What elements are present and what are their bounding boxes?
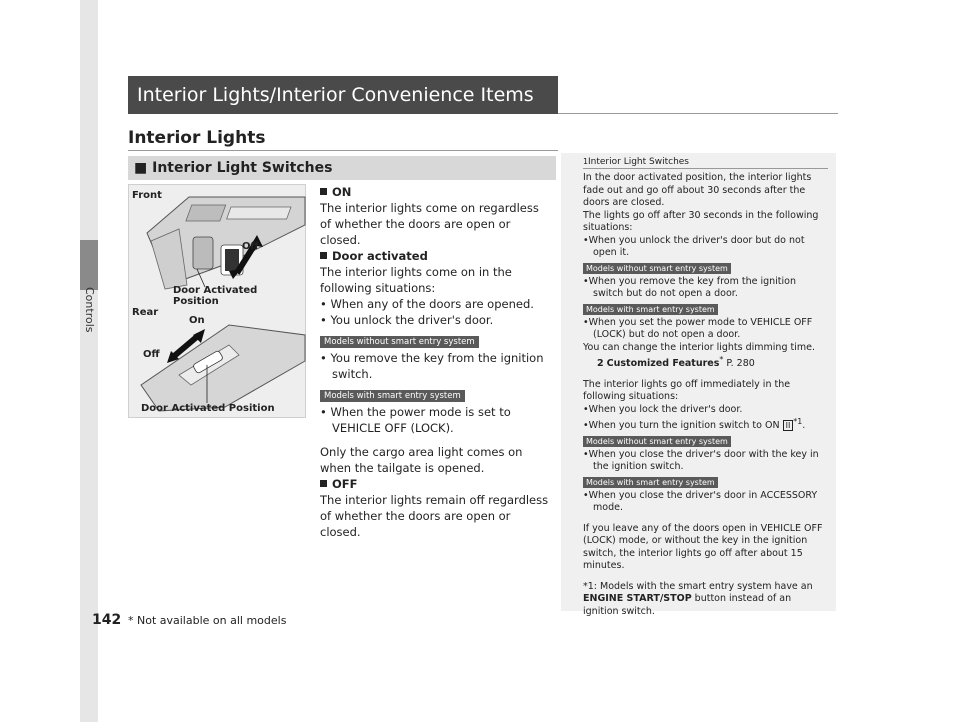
figure-label-front: Front bbox=[132, 190, 162, 201]
door-bullet-4: • When the power mode is set to VEHICLE OFF (LOCK). bbox=[320, 405, 511, 435]
heading-off: OFF bbox=[320, 476, 552, 492]
sidebar-footnote: *1: Models with the smart entry system have an ENGINE START/STOP button instead of an ignition switch. bbox=[583, 580, 813, 617]
door-bullet-1: • When any of the doors are opened. bbox=[320, 297, 534, 311]
sidebar-bullet-4: •When you lock the driver's door. bbox=[583, 403, 743, 415]
figure-label-door-position-top: Door Activated Position bbox=[173, 285, 258, 307]
chapter-tab-label: Controls bbox=[83, 287, 96, 333]
door-activated-description: The interior lights come on in the following situations: bbox=[320, 265, 512, 295]
sidebar-badge-1: Models without smart entry system bbox=[583, 263, 731, 274]
heading-door-activated: Door activated bbox=[320, 248, 552, 264]
door-bullet-3: • You remove the key from the ignition switch. bbox=[320, 351, 544, 381]
interior-light-figure bbox=[128, 184, 306, 418]
badge-without-smart-entry: Models without smart entry system bbox=[320, 336, 479, 348]
figure-label-door-position-bottom: Door Activated Position bbox=[141, 403, 275, 414]
sidebar-badge-4: Models with smart entry system bbox=[583, 477, 718, 488]
sidebar-p5: If you leave any of the doors open in VEHICLE OFF (LOCK) mode, or without the key in the ignition switch, the interior lights go off after about 15 minutes. bbox=[583, 522, 823, 572]
section-rule bbox=[128, 150, 558, 151]
sidebar-badge-2: Models with smart entry system bbox=[583, 304, 718, 315]
sidebar-heading-rule bbox=[583, 168, 828, 169]
sidebar-content bbox=[583, 172, 828, 618]
customized-features-link[interactable] bbox=[583, 354, 828, 371]
ignition-position-icon: II bbox=[783, 420, 794, 431]
page-footnote: * Not available on all models bbox=[128, 614, 287, 627]
chapter-tab-marker bbox=[80, 240, 98, 290]
title-rule bbox=[558, 113, 838, 114]
on-description: The interior lights come on regardless of whether the doors are open or closed. bbox=[320, 201, 539, 247]
sidebar-bullet-6: •When you close the driver's door with the key in the ignition switch. bbox=[583, 448, 819, 473]
sidebar-heading: Interior Light Switches bbox=[588, 157, 689, 167]
section-title: Interior Lights bbox=[128, 128, 266, 148]
sidebar-bullet-1: •When you unlock the driver's door but do not open it. bbox=[583, 234, 805, 258]
link-page: P. 280 bbox=[723, 358, 755, 370]
subsection-title bbox=[128, 156, 556, 180]
subsection-label: Interior Light Switches bbox=[152, 160, 333, 176]
link-star: * bbox=[719, 355, 724, 364]
figure-label-on: On bbox=[189, 315, 205, 326]
door-bullet-2: • You unlock the driver's door. bbox=[320, 313, 494, 327]
sidebar-p1: In the door activated position, the interior lights fade out and go off about 30 seconds after the doors are closed. bbox=[583, 172, 812, 208]
link-label: Customized Features bbox=[606, 358, 720, 370]
sidebar-p3: You can change the interior lights dimming time. bbox=[583, 341, 815, 353]
sidebar-bullet-7: •When you close the driver's door in ACCESSORY mode. bbox=[583, 489, 818, 514]
sidebar-bullet-5: •When you turn the ignition switch to ON II $^{*1}$. bbox=[583, 417, 806, 432]
sidebar-bullet-2: •When you remove the key from the ignition switch but do not open a door. bbox=[583, 275, 796, 299]
badge-with-smart-entry: Models with smart entry system bbox=[320, 390, 465, 402]
link-arrow-icon: 2 bbox=[597, 358, 604, 370]
sidebar-p2: The lights go off after 30 seconds in the following situations: bbox=[583, 209, 819, 233]
note-icon: 1 bbox=[583, 157, 589, 166]
off-description: The interior lights remain off regardless of whether the doors are open or closed. bbox=[320, 493, 549, 539]
page-title: Interior Lights/Interior Convenience Items bbox=[128, 76, 558, 114]
figure-label-off-top: Off bbox=[242, 241, 259, 252]
sidebar-bullet-3: •When you set the power mode to VEHICLE OFF (LOCK) but do not open a door. bbox=[583, 316, 813, 340]
sidebar-p4: The interior lights go off immediately in the following situations: bbox=[583, 378, 791, 403]
page-number: 142 bbox=[92, 612, 122, 628]
figure-label-rear: Rear bbox=[132, 307, 159, 318]
cargo-light-note: Only the cargo area light comes on when the tailgate is opened. bbox=[320, 445, 523, 475]
sidebar-badge-3: Models without smart entry system bbox=[583, 436, 731, 447]
figure-label-off-bottom: Off bbox=[143, 349, 160, 360]
subsection-marker: ■ bbox=[134, 160, 148, 176]
body-text bbox=[320, 184, 552, 540]
heading-on: ON bbox=[320, 184, 552, 200]
